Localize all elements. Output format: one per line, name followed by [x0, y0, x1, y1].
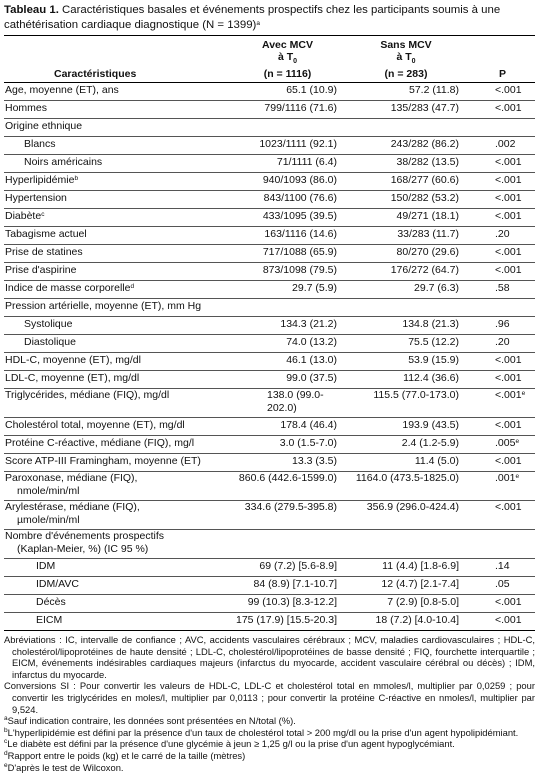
- table-row: Indice de masse corporelle$^d$ 29.7 (5.9) 29.7 (6.3) .58: [4, 281, 535, 299]
- table-label: Tableau 1.: [4, 4, 59, 16]
- table-title-text: Caractéristiques basales et événements prospectifs chez les participants soumis à une cathétérisation cardiaque diagnostique (N = 1399): [4, 4, 501, 31]
- table-row: Age, moyenne (ET), ans 65.1 (10.9) 57.2 (11.8) <.001: [4, 83, 535, 101]
- table-row: Cholestérol total, moyenne (ET), mg/dl 178.4 (46.4) 193.9 (43.5) <.001: [4, 418, 535, 436]
- table-header-row: [4, 36, 535, 83]
- characteristics-table: [4, 35, 535, 631]
- title-footnote-mark: a: [256, 20, 260, 27]
- table-row: Diastolique 74.0 (13.2) 75.5 (12.2) .20: [4, 335, 535, 353]
- table-row: Hommes 799/1116 (71.6) 135/283 (47.7) <.001: [4, 101, 535, 119]
- header-characteristics: Caractéristiques: [4, 36, 234, 83]
- table-row: IDM 69 (7.2) [5.6-8.9] 11 (4.4) [1.8-6.9] .14: [4, 559, 535, 577]
- table-row: Diabète$^c$ 433/1095 (39.5) 49/271 (18.1) <.001: [4, 209, 535, 227]
- table-row: Arylestérase, médiane (FIQ), µmole/min/ml 334.6 (279.5-395.8) 356.9 (296.0-424.4) <.001: [4, 501, 535, 530]
- table-row: Blancs 1023/1111 (92.1) 243/282 (86.2) .002: [4, 137, 535, 155]
- table-row: Triglycérides, médiane (FIQ), mg/dl 138.0 (99.0- 202.0) 115.5 (77.0-173.0) <.001$^e$: [4, 389, 535, 418]
- table-row: LDL-C, moyenne (ET), mg/dl 99.0 (37.5) 112.4 (36.6) <.001: [4, 371, 535, 389]
- table-row: Systolique 134.3 (21.2) 134.8 (21.3) .96: [4, 317, 535, 335]
- header-p-value: P: [471, 36, 535, 83]
- table-row: Pression artérielle, moyenne (ET), mm Hg: [4, 299, 535, 317]
- table-row: Nombre d'événements prospectifs (Kaplan-Meier, %) (IC 95 %): [4, 530, 535, 559]
- header-with-cvd: Avec MCV à $T_0$ (n = 1116): [234, 36, 341, 83]
- table-title: [4, 3, 535, 33]
- table-row: Protéine C-réactive, médiane (FIQ), mg/l 3.0 (1.5-7.0) 2.4 (1.2-5.9) .005e: [4, 436, 535, 454]
- footnote-c: $^c$Le diabète est défini par la présence d'une glycémie à jeun ≥ 1,25 g/l ou la prise d'un agent hypoglycémiant.: [4, 738, 455, 750]
- table-row: EICM 175 (17.9) [15.5-20.3] 18 (7.2) [4.0-10.4] <.001: [4, 613, 535, 631]
- table-row: HDL-C, moyenne (ET), mg/dl 46.1 (13.0) 53.9 (15.9) <.001: [4, 353, 535, 371]
- table-row: Hypertension 843/1100 (76.6) 150/282 (53.2) <.001: [4, 191, 535, 209]
- table-row: Noirs américains 71/1111 (6.4) 38/282 (13.5) <.001: [4, 155, 535, 173]
- abbreviations-note: Abréviations : IC, intervalle de confiance ; AVC, accidents vasculaires cérébraux ; MCV, maladies cardiovasculaires ; HDL-C, cholestérol/lipoprotéines de haute densité ; LDL-C, cholestérol/lipoprotéines de basse densité ; FIQ, fourchette interquartile ; EICM, événements indésirables cardiaques majeurs (infarctus du myocarde, accident vasculaire cérébral ou décès) ; IDM, infarctus du myocarde.: [4, 634, 535, 680]
- table-row: Prise de statines 717/1088 (65.9) 80/270 (29.6) <.001: [4, 245, 535, 263]
- table-row: IDM/AVC 84 (8.9) [7.1-10.7] 12 (4.7) [2.1-7.4] .05: [4, 577, 535, 595]
- table-row: Origine ethnique: [4, 119, 535, 137]
- footnote-e: $^e$D'après le test de Wilcoxon.: [4, 761, 124, 773]
- conversions-note: Conversions SI : Pour convertir les valeurs de HDL-C, LDL-C et cholestérol total en mmoles/l, multiplier par 0,0259 ; pour convertir les triglycérides en moles/l, multiplier par 0,0113 ; pour convertir la protéine C-réactive en nmoles/l, multiplier par 9,524.: [4, 680, 535, 715]
- table-row: Paroxonase, médiane (FIQ), nmole/min/ml 860.6 (442.6-1599.0) 1164.0 (473.5-1825.0) .001e: [4, 472, 535, 501]
- header-without-cvd: Sans MCV à $T_0$ (n = 283): [341, 36, 471, 83]
- table-row: Hyperlipidémie$^b$ 940/1093 (86.0) 168/277 (60.6) <.001: [4, 173, 535, 191]
- table-row: Tabagisme actuel 163/1116 (14.6) 33/283 (11.7) .20: [4, 227, 535, 245]
- table-row: Décès 99 (10.3) [8.3-12.2] 7 (2.9) [0.8-5.0] <.001: [4, 595, 535, 613]
- footnote-b: $^b$L'hyperlipidémie est défini par la présence d'un taux de cholestérol total > 200 mg/dl ou la prise d'un agent hypolipidémiant.: [4, 726, 519, 738]
- table-footnotes: [4, 634, 535, 773]
- footnote-a: $^a$Sauf indication contraire, les données sont présentées en N/total (%).: [4, 715, 296, 727]
- table-row: Prise d'aspirine 873/1098 (79.5) 176/272 (64.7) <.001: [4, 263, 535, 281]
- table-row: Score ATP-III Framingham, moyenne (ET) 13.3 (3.5) 11.4 (5.0) <.001: [4, 454, 535, 472]
- footnote-d: $^d$Rapport entre le poids (kg) et le carré de la taille (mètres): [4, 750, 246, 762]
